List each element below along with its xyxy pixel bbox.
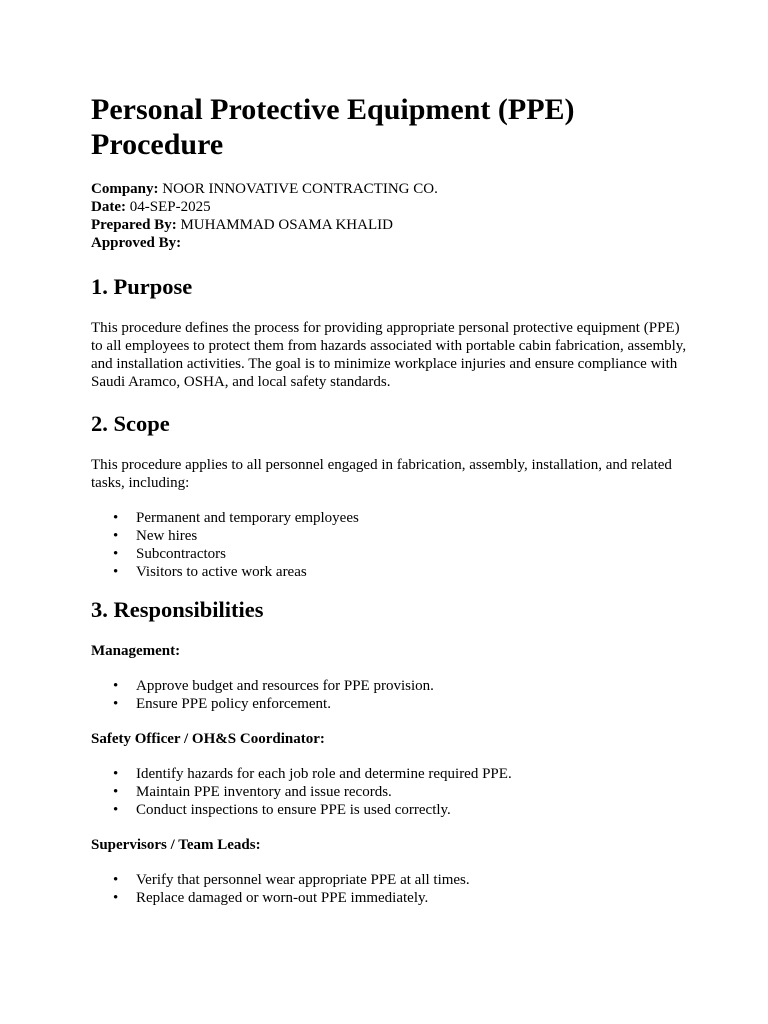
scope-text: This procedure applies to all personnel engaged in fabrication, assembly, installation, and related tasks, including: [91,457,672,491]
list-item [113,783,691,801]
list-item-text: Maintain PPE inventory and issue records. [136,784,392,800]
list-item-text: Conduct inspections to ensure PPE is used correctly. [136,802,451,818]
date-line [91,198,691,216]
list-item-text: Visitors to active work areas [136,564,307,580]
date-value: 04-SEP-2025 [125,199,211,215]
prepared-by-value: MUHAMMAD OSAMA KHALID [176,217,393,233]
purpose-heading: 1. Purpose [91,274,193,299]
bullet-icon: • [113,510,119,526]
list-item [113,509,691,527]
bullet-icon: • [113,696,119,712]
list-item-text: Subcontractors [136,546,226,562]
safety-officer-label: Safety Officer / OH&S Coordinator: [91,731,325,747]
bullet-icon: • [113,678,119,694]
document-meta [91,180,691,252]
document-title: Personal Protective Equipment (PPE) Procedure [91,93,575,161]
list-item [113,871,691,889]
list-item [113,801,691,819]
bullet-icon: • [113,766,119,782]
list-item-text: Replace damaged or worn-out PPE immediately. [136,890,429,906]
bullet-icon: • [113,528,119,544]
prepared-by-label: Prepared By: [91,217,177,233]
list-item [113,545,691,563]
prepared-by-line [91,216,691,234]
management-list [91,677,691,713]
bullet-icon: • [113,784,119,800]
company-value: NOOR INNOVATIVE CONTRACTING CO. [158,181,438,197]
responsibilities-heading: 3. Responsibilities [91,597,264,622]
list-item [113,677,691,695]
list-item-text: New hires [136,528,198,544]
company-label: Company: [91,181,159,197]
list-item-text: Ensure PPE policy enforcement. [136,696,331,712]
bullet-icon: • [113,564,119,580]
safety-officer-list [91,765,691,819]
bullet-icon: • [113,890,119,906]
supervisors-list [91,871,691,907]
company-line [91,180,691,198]
list-item-text: Permanent and temporary employees [136,510,359,526]
list-item [113,889,691,907]
purpose-text: This procedure defines the process for providing appropriate personal protective equipment (PPE) to all employees to protect them from hazards associated with portable cabin fabrication, assembly, and installation activities. The goal is to minimize workplace injuries and ensure compliance with Saudi Aramco, OSHA, and local safety standards. [91,320,687,390]
scope-list [91,509,691,581]
approved-by-line [91,234,691,252]
list-item [113,765,691,783]
list-item-text: Approve budget and resources for PPE provision. [136,678,434,694]
bullet-icon: • [113,802,119,818]
list-item [113,527,691,545]
bullet-icon: • [113,872,119,888]
approved-by-label: Approved By: [91,235,182,251]
list-item-text: Identify hazards for each job role and determine required PPE. [136,766,512,782]
management-label: Management: [91,643,181,659]
date-label: Date: [91,199,126,215]
list-item [113,563,691,581]
document-page [91,92,691,907]
list-item-text: Verify that personnel wear appropriate PPE at all times. [136,872,470,888]
scope-heading: 2. Scope [91,411,170,436]
list-item [113,695,691,713]
supervisors-label: Supervisors / Team Leads: [91,837,261,853]
bullet-icon: • [113,546,119,562]
